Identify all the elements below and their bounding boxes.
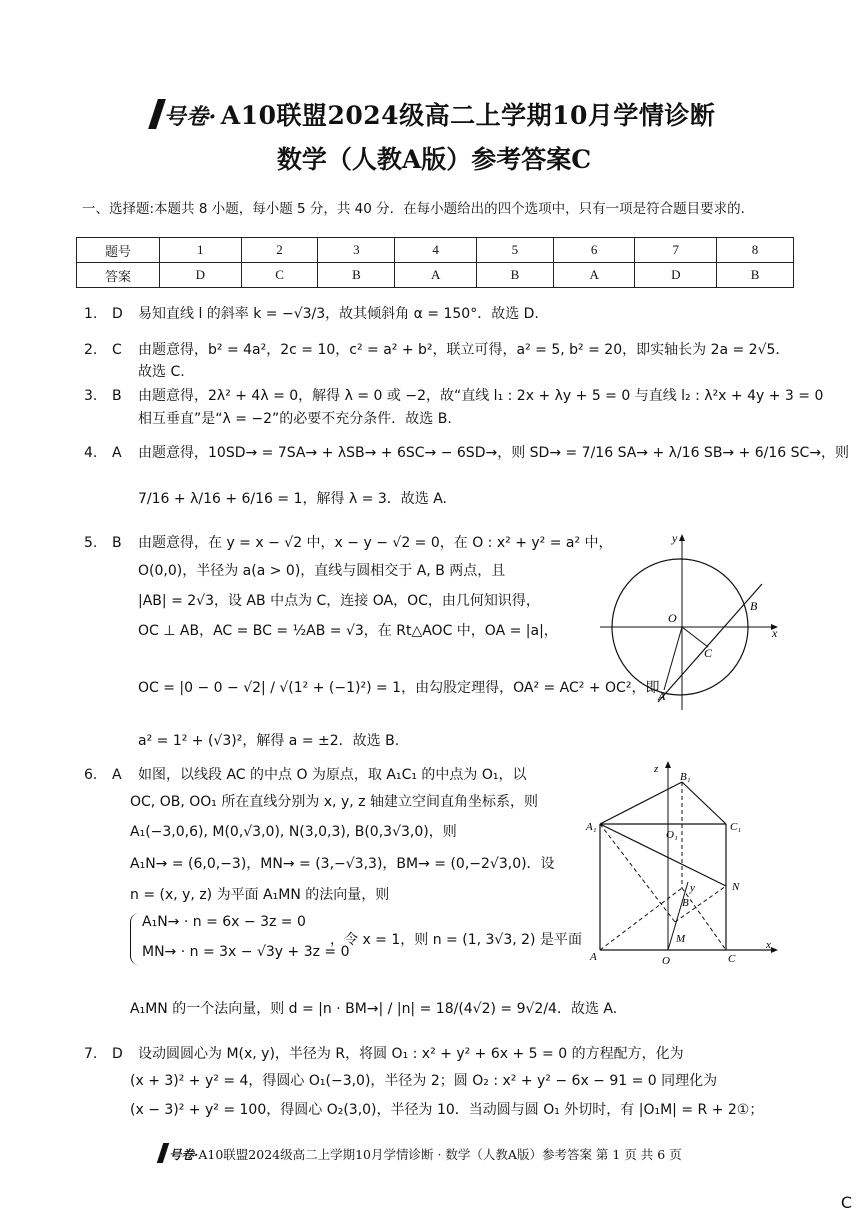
label-B: B [750,599,758,613]
question-5-line-2: O(0,0)，半径为 a(a > 0)，直线与圆相交于 A, B 两点，且 [138,563,506,579]
question-3: 3. B 由题意得，2λ² + 4λ = 0，解得 λ = 0 或 −2，故“直线 l₁ : 2x + λy + 5 = 0 与直线 l₂ : λ²x + 4y + 3 = 0 [84,388,824,404]
question-7-line-3: (x − 3)² + y² = 100，得圆心 O₂(3,0)，半径为 10．当动圆与圆 O₁ 外切时，有 |O₁M| = R + 2①； [130,1102,764,1118]
answer-table [76,237,794,288]
label-x: x [766,939,771,951]
question-5-line-6: a² = 1² + (√3)²，解得 a = ±2．故选 B. [138,733,400,749]
question-6-line-3: A₁(−3,0,6), M(0,√3,0), N(3,0,3), B(0,3√3,0)，则 [130,824,457,840]
table-cell: 7 [635,238,717,263]
question-1: 1. D 易知直线 l 的斜率 k = −√3/3，故其倾斜角 α = 150°．故选 D. [84,306,539,322]
label-z: z [654,763,659,775]
label-B1: B₁ [680,771,691,783]
question-7-line-2: (x + 3)² + y² = 4，得圆心 O₁(−3,0)，半径为 2；圆 O₂ : x² + y² − 6x − 91 = 0 同理化为 [130,1073,718,1089]
question-2: 2. C 由题意得，b² = 4a²，2c = 10，c² = a² + b²，联立可得，a² = 5, b² = 20，即实轴长为 2a = 2√5． [84,342,790,358]
label-O1: O₁ [666,829,678,841]
table-cell: 8 [717,238,794,263]
table-cell: D [160,263,242,288]
table-cell: C [241,263,318,288]
question-6-line-6: ，令 x = 1，则 n = (1, 3√3, 2) 是平面 [330,932,582,948]
label-A1: A₁ [586,821,597,833]
question-3-line-2: 相互垂直”是“λ = −2”的必要不充分条件．故选 B. [138,411,452,427]
label-A: A [658,689,666,703]
table-cell: 6 [553,238,635,263]
table-row [77,263,794,288]
table-header-cell: 答案 [77,263,160,288]
label-M: M [676,933,686,945]
question-4: 4. A 由题意得，10SD→ = 7SA→ + λSB→ + 6SC→ − 6SD→，则 SD→ = 7/16 SA→ + λ/16 SB→ + 6/16 SC→，则 [84,445,850,461]
question-5-line-5: OC = |0 − 0 − √2| / √(1² + (−1)²) = 1，由勾股定理得，OA² = AC² + OC²，即 [138,680,660,696]
table-cell: B [717,263,794,288]
table-cell: D [635,263,717,288]
page-title: 号卷· A10联盟2024级高二上学期10月学情诊断 [0,96,868,132]
table-cell: B [318,263,395,288]
question-6-line-2: OC, OB, OO₁ 所在直线分别为 x, y, z 轴建立空间直角坐标系，则 [130,794,538,810]
table-cell: B [476,263,553,288]
label-C: C [704,646,713,660]
table-row [77,238,794,263]
question-5-line-4: OC ⊥ AB，AC = BC = ½AB = √3，在 Rt△AOC 中，OA = |a|， [138,623,558,639]
label-O: O [662,955,670,967]
label-x: x [772,626,778,640]
question-5-line-3: |AB| = 2√3，设 AB 中点为 C，连接 OA，OC，由几何知识得， [138,593,540,609]
question-6-line-7: A₁MN 的一个法向量，则 d = |n · BM→| / |n| = 18/(4√2) = 9√2/4．故选 A. [130,1001,618,1017]
table-cell: 1 [160,238,242,263]
circle-line-figure [596,530,796,720]
table-cell: 2 [241,238,318,263]
question-4-line-2: 7/16 + λ/16 + 6/16 = 1，解得 λ = 3．故选 A. [138,491,447,507]
question-2-line-2: 故选 C. [138,364,185,380]
brand-logo: 号卷· [153,99,217,131]
question-6-line-5: n = (x, y, z) 为平面 A₁MN 的法向量，则 [130,887,390,903]
table-cell: A [553,263,635,288]
page-footer: 号卷·A10联盟2024级高二上学期10月学情诊断 · 数学（人教A版）参考答案 第 1 页 共 6 页 [160,1143,682,1163]
question-6-system-1: A₁N→ · n = 6x − 3z = 0 [142,914,306,930]
page-subtitle: 数学（人教A版）参考答案C [276,145,592,174]
label-C1: C₁ [730,821,742,833]
label-y: y [672,531,678,545]
table-header-cell: 题号 [77,238,160,263]
table-cell: 3 [318,238,395,263]
corner-mark: C [840,1193,852,1212]
question-6: 6. A 如图，以线段 AC 的中点 O 为原点，取 A₁C₁ 的中点为 O₁，以 [84,767,527,783]
question-5: 5. B 由题意得，在 y = x − √2 中，x − y − √2 = 0，在 O : x² + y² = a² 中， [84,535,613,551]
table-cell: 4 [395,238,477,263]
table-cell: A [395,263,477,288]
section-intro: 一、选择题:本题共 8 小题，每小题 5 分，共 40 分．在每小题给出的四个选项中，只有一项是符合题目要求的． [82,201,755,217]
question-7: 7. D 设动圆圆心为 M(x, y)，半径为 R，将圆 O₁ : x² + y² + 6x + 5 = 0 的方程配方，化为 [84,1046,684,1062]
label-C: C [728,953,736,965]
question-6-line-4: A₁N→ = (6,0,−3)，MN→ = (3,−√3,3)，BM→ = (0,−2√3,0)．设 [130,856,555,872]
label-O: O [668,611,677,625]
label-B: B [682,897,689,909]
table-cell: 5 [476,238,553,263]
label-N: N [732,881,740,893]
question-6-system-2: MN→ · n = 3x − √3y + 3z = 0 [142,944,350,960]
prism-figure [584,758,784,968]
brace [130,913,139,965]
label-A: A [590,951,597,963]
label-y: y [690,882,695,894]
